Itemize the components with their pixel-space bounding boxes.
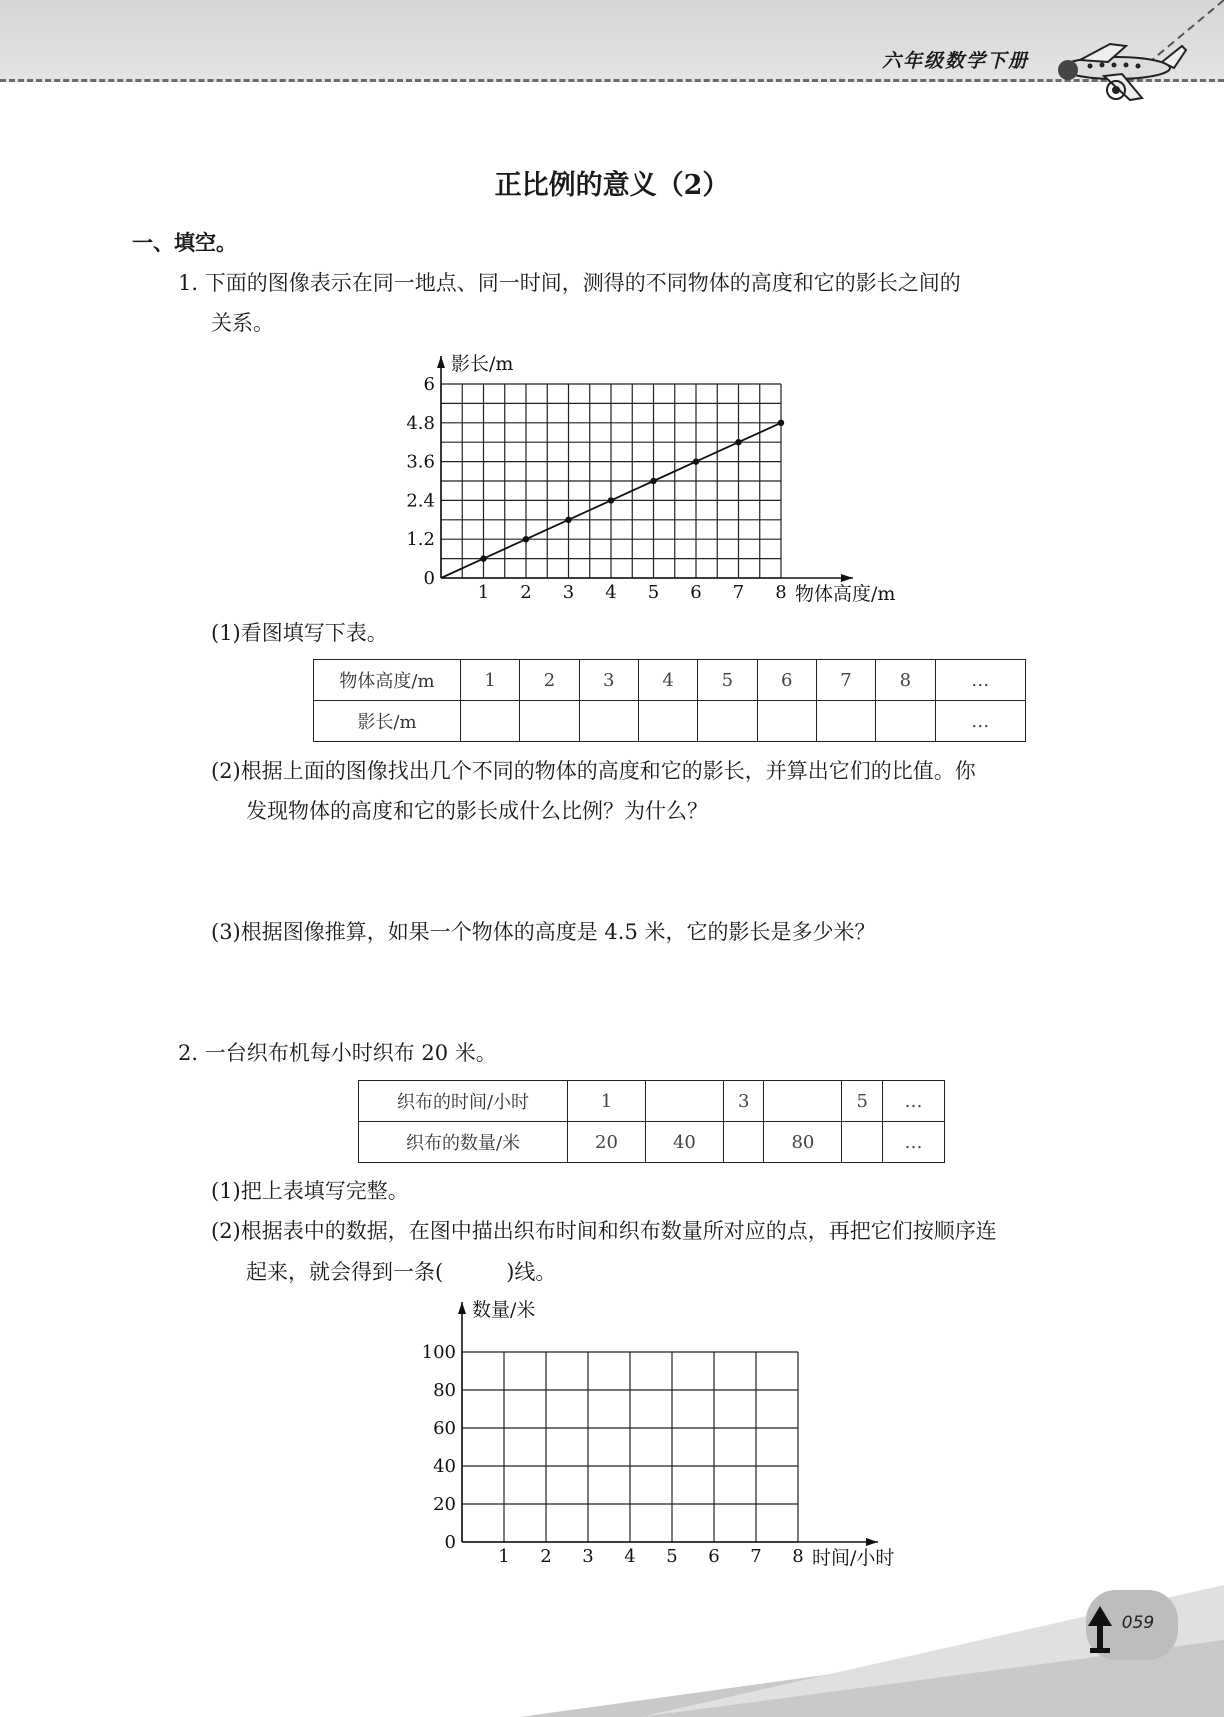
table-input-cell[interactable] <box>698 701 757 742</box>
x-tick-label: 8 <box>775 582 787 603</box>
shadow-length-chart <box>390 345 910 615</box>
table-input-cell[interactable] <box>876 701 935 742</box>
table-input-cell[interactable] <box>645 1081 723 1122</box>
header-dashed-rule <box>0 79 1224 82</box>
q2-sub1: (1)把上表填写完整。 <box>211 1179 409 1203</box>
table-cell: … <box>883 1122 945 1163</box>
x-tick-label: 5 <box>666 1546 678 1567</box>
x-tick-label: 5 <box>647 582 660 603</box>
table-input-cell[interactable] <box>461 701 520 742</box>
table-header-amount: 织布的数量/米 <box>359 1122 568 1163</box>
table-cell: 5 <box>842 1081 883 1122</box>
table-cell: 80 <box>764 1122 842 1163</box>
q2-text-line1: 2. 一台织布机每小时织布 20 米。 <box>178 1041 497 1065</box>
table-cell: 40 <box>645 1122 723 1163</box>
table-cell: 1 <box>461 660 520 701</box>
x-tick-label: 8 <box>792 1546 804 1567</box>
table-cell: 20 <box>568 1122 646 1163</box>
table-input-cell[interactable] <box>757 701 816 742</box>
table-cell: … <box>883 1081 945 1122</box>
table-cell: … <box>935 701 1026 742</box>
y-axis-arrow-icon <box>458 1302 466 1314</box>
table-header-height: 物体高度/m <box>314 660 461 701</box>
q1-sub2-line2: 发现物体的高度和它的影长成什么比例？为什么？ <box>246 799 708 823</box>
table-cell: 7 <box>816 660 875 701</box>
shadow-table <box>313 659 1026 742</box>
y-tick-label: 0 <box>423 568 435 589</box>
table-cell: 2 <box>520 660 579 701</box>
x-tick-label: 2 <box>540 1546 552 1567</box>
y-tick-label: 4.8 <box>406 412 435 434</box>
data-point <box>735 439 741 445</box>
table-cell: 4 <box>638 660 697 701</box>
q1-text-line2: 关系。 <box>211 311 274 335</box>
data-point <box>650 478 656 484</box>
q1-sub1: (1)看图填写下表。 <box>211 621 388 645</box>
q1-sub3: (3)根据图像推算，如果一个物体的高度是 4.5 米，它的影长是多少米？ <box>211 920 876 944</box>
x-axis-label: 时间/小时 <box>812 1547 895 1569</box>
table-input-cell[interactable] <box>520 701 579 742</box>
airplane-icon <box>1050 38 1190 108</box>
header-band <box>0 0 1224 82</box>
table-cell: 3 <box>723 1081 764 1122</box>
table-cell: 8 <box>876 660 935 701</box>
x-tick-label: 3 <box>582 1546 594 1567</box>
x-tick-label: 6 <box>690 582 702 603</box>
x-tick-label: 7 <box>750 1546 762 1567</box>
y-tick-label: 100 <box>421 1342 456 1363</box>
y-axis-label: 数量/米 <box>472 1299 536 1321</box>
table-input-cell[interactable] <box>842 1122 883 1163</box>
x-tick-label: 3 <box>562 582 575 603</box>
x-tick-label: 1 <box>498 1546 510 1567</box>
y-tick-label: 40 <box>433 1456 456 1477</box>
data-point <box>778 420 784 426</box>
table-input-cell[interactable] <box>579 701 638 742</box>
x-tick-label: 4 <box>605 582 617 603</box>
table-cell: 6 <box>757 660 816 701</box>
book-title: 六年级数学下册 <box>882 50 1030 72</box>
table-cell: 5 <box>698 660 757 701</box>
data-point <box>480 555 486 561</box>
q2-sub2-line1: (2)根据表中的数据，在图中描出织布时间和织布数量所对应的点，再把它们按顺序连 <box>211 1219 997 1243</box>
table-cell: … <box>935 660 1026 701</box>
y-tick-label: 20 <box>433 1494 456 1515</box>
x-axis-arrow-icon <box>866 1538 878 1546</box>
q2-sub2-line2: 起来，就会得到一条( )线。 <box>246 1260 557 1284</box>
table-input-cell[interactable] <box>764 1081 842 1122</box>
y-tick-label: 60 <box>433 1418 456 1439</box>
x-tick-label: 2 <box>520 582 532 603</box>
data-point <box>523 536 529 542</box>
table-header-shadow: 影长/m <box>314 701 461 742</box>
y-tick-label: 80 <box>433 1380 456 1401</box>
y-tick-label: 6 <box>423 374 435 395</box>
table-cell: 3 <box>579 660 638 701</box>
table-header-time: 织布的时间/小时 <box>359 1081 568 1122</box>
data-point <box>608 497 614 503</box>
y-tick-label: 3.6 <box>406 451 435 473</box>
q1-text-line1: 1. 下面的图像表示在同一地点、同一时间，测得的不同物体的高度和它的影长之间的 <box>178 271 961 295</box>
y-tick-label: 2.4 <box>406 490 435 512</box>
data-point <box>565 517 571 523</box>
x-tick-label: 4 <box>624 1546 636 1567</box>
data-point <box>693 458 699 464</box>
y-axis-arrow-icon <box>437 356 445 368</box>
page-title: 正比例的意义（2） <box>494 170 730 201</box>
y-axis-label: 影长/m <box>451 353 514 375</box>
footer-decoration <box>0 1560 1224 1717</box>
x-tick-label: 1 <box>477 582 490 603</box>
weaving-table <box>358 1080 945 1163</box>
x-axis-label: 物体高度/m <box>795 583 896 605</box>
table-cell: 1 <box>568 1081 646 1122</box>
q1-sub2-line1: (2)根据上面的图像找出几个不同的物体的高度和它的影长，并算出它们的比值。你 <box>211 759 976 783</box>
x-tick-label: 7 <box>732 582 745 603</box>
table-input-cell[interactable] <box>638 701 697 742</box>
x-tick-label: 6 <box>708 1546 720 1567</box>
y-tick-label: 0 <box>444 1532 456 1553</box>
section-heading: 一、填空。 <box>132 231 237 255</box>
y-tick-label: 1.2 <box>406 529 435 551</box>
x-axis-arrow-icon <box>841 574 853 582</box>
table-input-cell[interactable] <box>723 1122 764 1163</box>
table-input-cell[interactable] <box>816 701 875 742</box>
weaving-chart[interactable] <box>420 1296 940 1572</box>
page-number: 059 <box>1121 1613 1155 1633</box>
